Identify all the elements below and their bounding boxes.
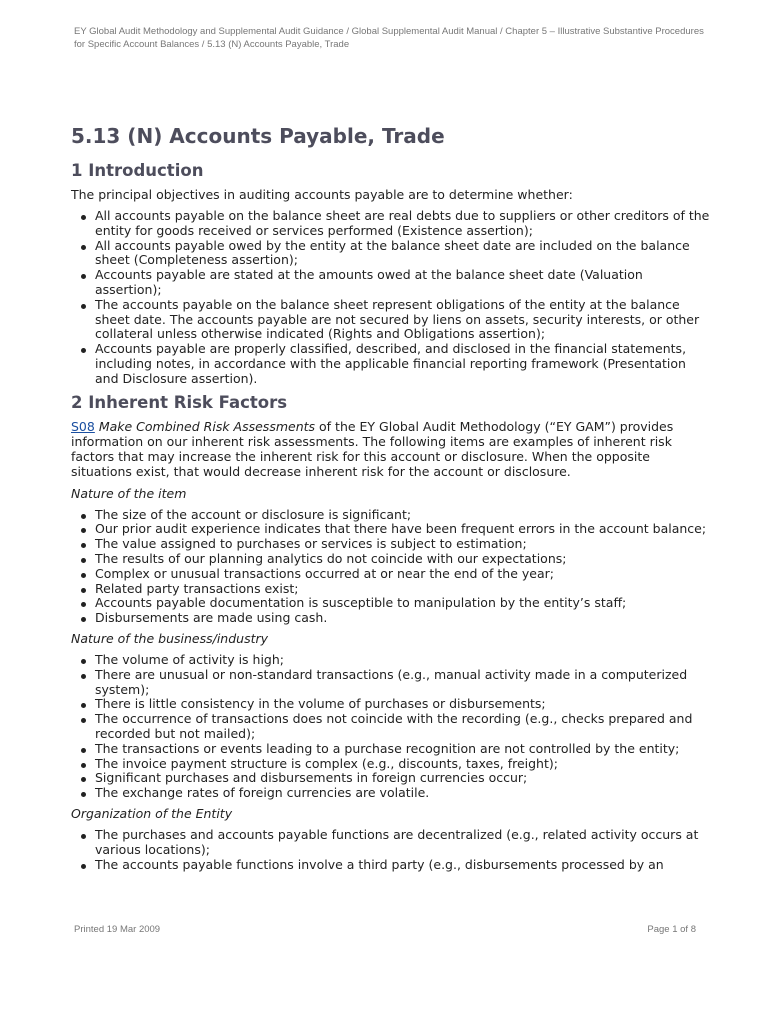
objectives-list — [71, 209, 711, 387]
list-item: Complex or unusual transactions occurred at or near the end of the year; — [95, 567, 711, 582]
subheading-organization: Organization of the Entity — [71, 805, 233, 821]
list-item: Accounts payable documentation is susceptible to manipulation by the entity’s staff; — [95, 596, 711, 611]
list-item: The accounts payable on the balance sheet represent obligations of the entity at the balance sheet date. The accounts payable are not secured by liens on assets, security interests, or other collateral unless otherwise indicated (Rights and Obligations assertion); — [95, 298, 711, 342]
subheading-nature-of-business: Nature of the business/industry — [71, 630, 269, 646]
list-item: Related party transactions exist; — [95, 582, 711, 597]
list-item: There are unusual or non-standard transactions (e.g., manual activity made in a computerized system); — [95, 668, 711, 698]
list-item: The transactions or events leading to a purchase recognition are not controlled by the entity; — [95, 742, 711, 757]
breadcrumb: EY Global Audit Methodology and Supplemental Audit Guidance / Global Supplemental Audit Manual / Chapter 5 – Illustrative Substantive Procedures for Specific Account Balances / 5.13 (N) Accounts Payable, Trade — [74, 26, 704, 50]
subheading-nature-of-item: Nature of the item — [71, 485, 187, 501]
section-heading-inherent-risk: 2 Inherent Risk Factors — [71, 392, 288, 412]
s08-link[interactable]: S08 — [71, 418, 95, 434]
nature-of-item-list — [71, 508, 711, 626]
list-item: The purchases and accounts payable functions are decentralized (e.g., related activity occurs at various locations); — [95, 828, 711, 858]
list-item: The size of the account or disclosure is significant; — [95, 508, 711, 523]
list-item: Disbursements are made using cash. — [95, 611, 711, 626]
list-item: Our prior audit experience indicates that there have been frequent errors in the account balance; — [95, 522, 711, 537]
list-item: The results of our planning analytics do not coincide with our expectations; — [95, 552, 711, 567]
organization-list — [71, 828, 711, 872]
list-item: The exchange rates of foreign currencies are volatile. — [95, 786, 711, 801]
list-item: The invoice payment structure is complex (e.g., discounts, taxes, freight); — [95, 757, 711, 772]
section-heading-introduction: 1 Introduction — [71, 161, 204, 180]
list-item: All accounts payable owed by the entity at the balance sheet date are included on the balance sheet (Completeness assertion); — [95, 239, 711, 269]
list-item: There is little consistency in the volume of purchases or disbursements; — [95, 697, 711, 712]
list-item: The accounts payable functions involve a third party (e.g., disbursements processed by an — [95, 858, 711, 873]
list-item: Accounts payable are properly classified, described, and disclosed in the financial statements, including notes, in accordance with the applicable financial reporting framework (Presentation and Disclosure assertion). — [95, 342, 711, 386]
list-item: All accounts payable on the balance sheet are real debts due to suppliers or other creditors of the entity for goods received or services performed (Existence assertion); — [95, 208, 710, 238]
list-item: Significant purchases and disbursements in foreign currencies occur; — [95, 771, 711, 786]
page-number: Page 1 of 8 — [647, 924, 696, 935]
list-item: Accounts payable are stated at the amounts owed at the balance sheet date (Valuation assertion); — [95, 268, 711, 298]
italic-reference: Make Combined Risk Assessments — [98, 418, 316, 434]
printed-date: Printed 19 Mar 2009 — [74, 924, 161, 935]
list-item: The volume of activity is high; — [95, 653, 711, 668]
page-title: 5.13 (N) Accounts Payable, Trade — [71, 124, 445, 148]
risk-paragraph — [71, 419, 711, 479]
intro-paragraph: The principal objectives in auditing accounts payable are to determine whether: — [71, 187, 573, 202]
list-item: The occurrence of transactions does not coincide with the recording (e.g., checks prepared and recorded but not mailed); — [95, 712, 711, 742]
list-item: The value assigned to purchases or services is subject to estimation; — [95, 537, 711, 552]
nature-of-business-list — [71, 653, 711, 801]
risk-paragraph-text: of the EY Global Audit Methodology (“EY GAM”) provides information on our inherent risk assessments. The following items are examples of inherent risk factors that may increase the inherent risk for this account or disclosure. When the opposite situations exist, that would decrease inherent risk for the account or disclosure. — [71, 418, 674, 479]
document-body — [71, 122, 711, 877]
